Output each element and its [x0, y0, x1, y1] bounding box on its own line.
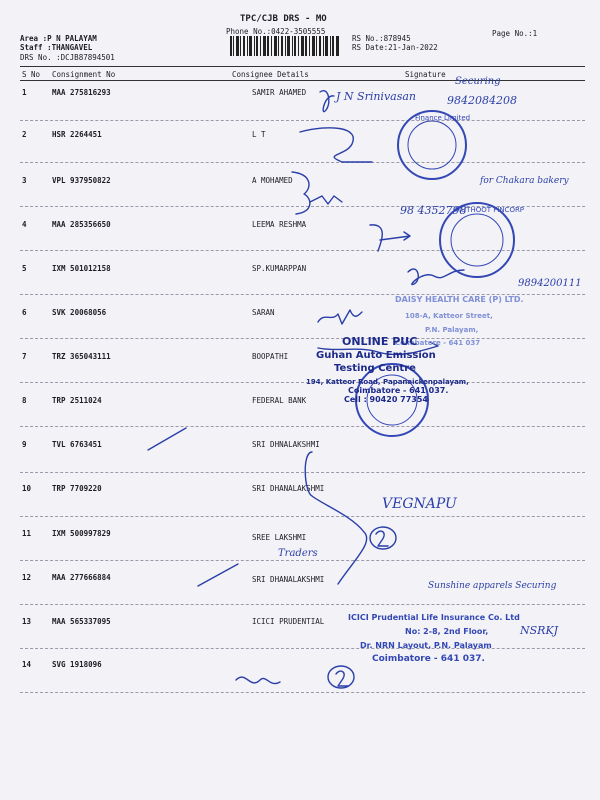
hw-r10-note: VEGNAPU — [382, 496, 457, 512]
row-sno: 7 — [22, 352, 27, 361]
row-consignment: SVG 1918096 — [52, 660, 102, 669]
col-details: Consignee Details — [232, 70, 309, 79]
row-consignment: TRZ 365043111 — [52, 352, 111, 361]
hw-r5-phone: 9894200111 — [518, 278, 582, 289]
row-divider — [20, 120, 585, 121]
row-consignee: SARAN — [252, 308, 275, 317]
header-rule-top — [20, 66, 585, 67]
row-divider — [20, 162, 585, 163]
daisy-stamp-line4: Coimbatore - 641 037 — [395, 339, 481, 347]
row-consignment: TVL 6763451 — [52, 440, 102, 449]
row-divider — [20, 472, 585, 473]
col-consignment: Consignment No — [52, 70, 116, 79]
puc-stamp-line3: Testing Centre — [334, 363, 416, 374]
row-divider — [20, 382, 585, 383]
puc-stamp-line5: Coimbatore - 641 037. — [348, 386, 449, 395]
row-consignment: MAA 277666884 — [52, 573, 111, 582]
signature-scribble — [292, 172, 310, 214]
company-stamp-icon — [398, 111, 466, 179]
row-consignee: SAMIR AHAMED — [252, 88, 307, 97]
row-divider — [20, 250, 585, 251]
row-consignee: SRI DHNALAKSHMI — [252, 440, 320, 449]
row-divider — [20, 426, 585, 427]
row-consignee: SRI DHANALAKSHMI — [252, 575, 325, 584]
row-sno: 5 — [22, 264, 27, 273]
signature-scribble — [370, 225, 410, 251]
row-sno: 3 — [22, 176, 27, 185]
signature-scribble — [318, 310, 362, 324]
daisy-stamp-line1: DAISY HEALTH CARE (P) LTD. — [395, 295, 524, 304]
row-sno: 4 — [22, 220, 27, 229]
row-divider — [20, 648, 585, 649]
row-consignment: TRP 2511024 — [52, 396, 102, 405]
row-consignee: SRI DHANALAKSHMI — [252, 484, 325, 493]
daisy-stamp-line2: 108-A, Katteor Street, — [405, 312, 493, 320]
row-sno: 2 — [22, 130, 27, 139]
row-consignment: MAA 275816293 — [52, 88, 111, 97]
row-sno: 12 — [22, 573, 32, 582]
row-sno: 8 — [22, 396, 27, 405]
daisy-stamp-line3: P.N. Palayam, — [425, 326, 479, 334]
circle-mark — [370, 527, 396, 549]
icici-stamp-line3: Dr. NRN Layout, P.N. Palayam — [360, 641, 492, 650]
signature-scribble — [408, 269, 464, 285]
drs-number: DRS No. :DCJB87894501 — [20, 53, 115, 62]
row-consignment: SVK 20068056 — [52, 308, 107, 317]
row-divider — [20, 338, 585, 339]
company-stamp-icon — [440, 203, 514, 277]
row-divider — [20, 516, 585, 517]
tick-mark — [198, 564, 238, 586]
puc-stamp-line6: Cell : 90420 77354 — [344, 395, 428, 404]
puc-stamp-line1: ONLINE PUC — [342, 335, 418, 348]
row-consignee: LEEMA RESHMA — [252, 220, 307, 229]
circle-mark — [328, 666, 354, 688]
document-title: TPC/CJB DRS - MO — [240, 14, 327, 24]
hw-r1-phone: 9842084208 — [447, 94, 517, 107]
row-sno: 11 — [22, 529, 32, 538]
area-field: Area :P N PALAYAM — [20, 34, 97, 43]
row-sno: 9 — [22, 440, 27, 449]
svg-text:MUTHOOT FINCORP: MUTHOOT FINCORP — [455, 206, 525, 214]
rs-date: RS Date:21-Jan-2022 — [352, 43, 438, 52]
rs-number: RS No.:878945 — [352, 34, 411, 43]
row-divider — [20, 604, 585, 605]
row-consignment: TRP 7709220 — [52, 484, 102, 493]
row-consignment: IXM 500997829 — [52, 529, 111, 538]
row-consignment: HSR 2264451 — [52, 130, 102, 139]
circle-mark — [376, 531, 388, 546]
row-consignee: SREE LAKSHMI — [252, 533, 307, 542]
row-consignee: A MOHAMED — [252, 176, 293, 185]
signature-scribble — [310, 196, 342, 204]
row-consignment: MAA 565337095 — [52, 617, 111, 626]
row-sno: 10 — [22, 484, 32, 493]
row-consignment: MAA 285356650 — [52, 220, 111, 229]
row-sno: 14 — [22, 660, 32, 669]
row-sno: 13 — [22, 617, 32, 626]
hw-r12-note: Sunshine apparels Securing — [428, 581, 557, 591]
icici-stamp-line2: No: 2-8, 2nd Floor, — [405, 627, 489, 636]
row-divider — [20, 294, 585, 295]
row-divider — [20, 560, 585, 561]
icici-stamp-line1: ICICI Prudential Life Insurance Co. Ltd — [348, 613, 520, 622]
circle-mark — [336, 671, 348, 686]
row-sno: 6 — [22, 308, 27, 317]
signature-scribble — [318, 342, 438, 354]
row-consignee: ICICI PRUDENTIAL — [252, 617, 325, 626]
page-number: Page No.:1 — [492, 29, 538, 38]
row-consignee: BOOPATHI — [252, 352, 289, 361]
hw-r1-name: J N Srinivasan — [336, 90, 417, 103]
row-consignment: VPL 937950822 — [52, 176, 111, 185]
signature-scribble — [320, 91, 334, 112]
puc-stamp-line2: Guhan Auto Emission — [316, 350, 436, 361]
hw-r3-phone: 98 4352798 — [400, 204, 467, 217]
row-consignment: IXM 501012158 — [52, 264, 111, 273]
hw-r13-note: NSRKJ — [520, 624, 559, 637]
row-divider — [20, 206, 585, 207]
staff-field: Staff :THANGAVEL — [20, 43, 93, 52]
puc-stamp-line4: 194, Katteor Road, Papanaickenpalayam, — [306, 378, 469, 386]
row-consignee: FEDERAL BANK — [252, 396, 307, 405]
row-sno: 1 — [22, 88, 27, 97]
row-consignee: SP.KUMARPPAN — [252, 264, 307, 273]
signature-scribble — [236, 677, 280, 683]
col-sno: S No — [22, 70, 41, 79]
row-consignee: L T — [252, 130, 266, 139]
tick-mark — [148, 428, 186, 450]
col-signature: Signature — [405, 70, 446, 79]
hw-r11-note: Traders — [278, 548, 318, 559]
header-rule-bottom — [20, 80, 585, 81]
phone-number: Phone No.:0422-3505555 — [226, 27, 326, 36]
svg-text:Finance Limited: Finance Limited — [415, 114, 471, 122]
row-divider — [20, 692, 585, 693]
icici-stamp-line4: Coimbatore - 641 037. — [372, 654, 485, 664]
barcode — [230, 36, 340, 56]
hw-r1-note: Securing — [455, 76, 501, 87]
hw-r3-note: for Chakara bakery — [480, 176, 569, 186]
signature-scribble — [300, 128, 372, 162]
